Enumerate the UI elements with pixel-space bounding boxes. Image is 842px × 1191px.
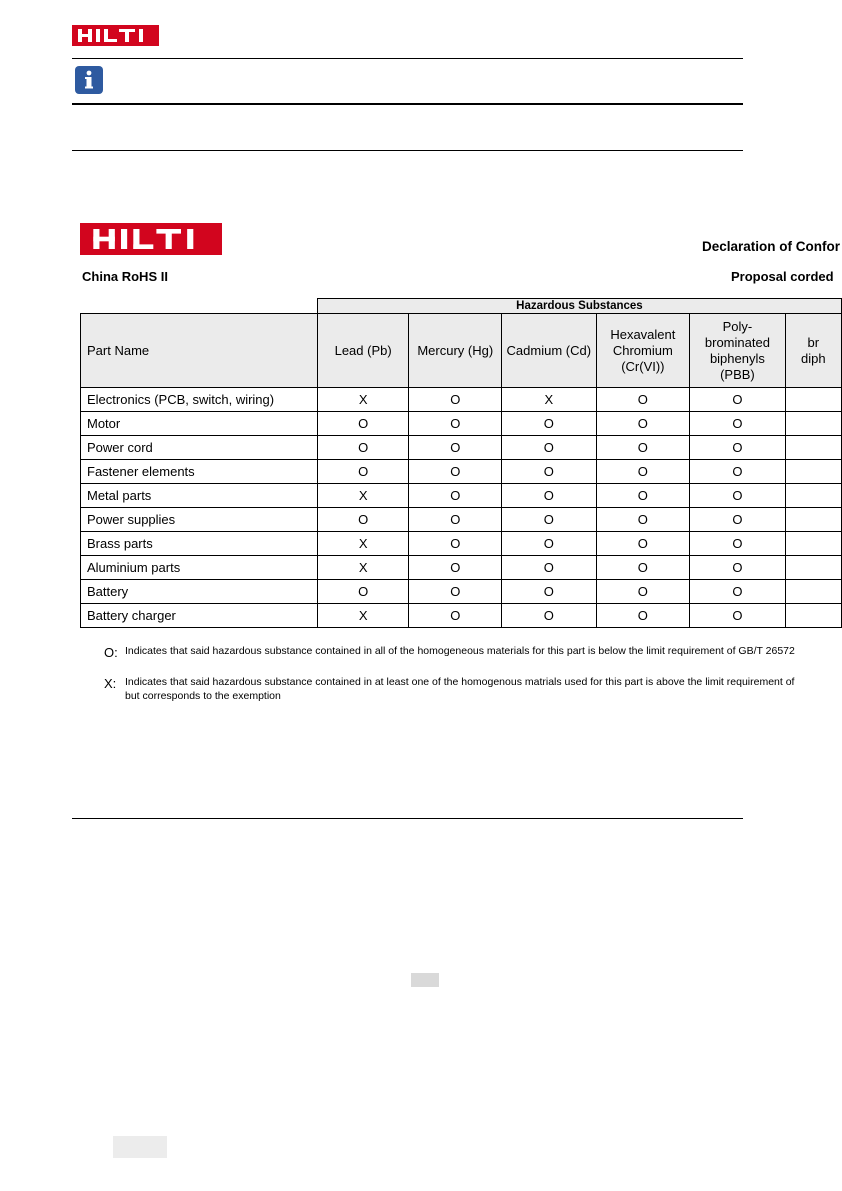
column-header-line: Chromium bbox=[612, 342, 673, 358]
part-name-cell: Aluminium parts bbox=[81, 556, 318, 580]
proposal-label: Proposal corded bbox=[731, 269, 834, 284]
hilti-logo-small bbox=[72, 25, 159, 46]
rohs-title: China RoHS II bbox=[82, 269, 168, 284]
substance-cell: X bbox=[317, 484, 409, 508]
substance-cell-cutoff bbox=[785, 604, 841, 628]
substance-cell: O bbox=[690, 556, 785, 580]
declaration-title: Declaration of Confor bbox=[702, 239, 841, 254]
substance-cell: O bbox=[502, 460, 596, 484]
substance-cell: O bbox=[690, 460, 785, 484]
column-header-line: brominated bbox=[704, 334, 770, 350]
substance-cell: O bbox=[409, 484, 502, 508]
column-header bbox=[502, 314, 596, 388]
column-header bbox=[785, 314, 841, 388]
substance-cell-cutoff bbox=[785, 436, 841, 460]
substance-cell: X bbox=[317, 604, 409, 628]
info-icon bbox=[75, 66, 103, 94]
column-header-line: biphenyls bbox=[709, 350, 765, 366]
substance-cell: O bbox=[690, 484, 785, 508]
substance-cell: O bbox=[502, 532, 596, 556]
table-corner bbox=[81, 299, 318, 314]
column-header bbox=[409, 314, 502, 388]
placeholder-box-small bbox=[411, 973, 439, 987]
column-header-line: diph bbox=[801, 350, 826, 366]
substance-cell: O bbox=[409, 436, 502, 460]
table-row bbox=[81, 436, 842, 460]
legend-x-text-line2: but corresponds to the exemption bbox=[125, 690, 281, 702]
substance-cell: X bbox=[502, 388, 596, 412]
substance-cell: O bbox=[690, 436, 785, 460]
substance-cell: O bbox=[409, 532, 502, 556]
substance-cell: X bbox=[317, 388, 409, 412]
substance-cell: O bbox=[596, 532, 690, 556]
column-header-line: Lead (Pb) bbox=[334, 342, 392, 358]
info-bottom-rule bbox=[72, 103, 743, 105]
substance-cell: O bbox=[690, 580, 785, 604]
column-header bbox=[81, 314, 318, 388]
substance-cell: O bbox=[690, 508, 785, 532]
hazardous-substances-table-wrap bbox=[80, 298, 842, 628]
table-row bbox=[81, 508, 842, 532]
part-name-cell: Power supplies bbox=[81, 508, 318, 532]
substance-cell-cutoff bbox=[785, 484, 841, 508]
column-header-row bbox=[81, 314, 842, 388]
legend-o-key: O: bbox=[104, 645, 118, 660]
section-rule-2 bbox=[72, 818, 743, 819]
substance-cell: O bbox=[596, 484, 690, 508]
part-name-cell: Brass parts bbox=[81, 532, 318, 556]
column-header bbox=[690, 314, 785, 388]
substance-cell: O bbox=[596, 556, 690, 580]
hilti-logo-large bbox=[80, 223, 222, 255]
hilti-logo-mark bbox=[90, 229, 212, 249]
substance-cell: X bbox=[317, 532, 409, 556]
table-row bbox=[81, 532, 842, 556]
table-body bbox=[81, 388, 842, 628]
legend-x-text-line1: Indicates that said hazardous substance contained in at least one of the homogenous matrials used for this part is above the limit requirement of bbox=[125, 676, 795, 688]
part-name-cell: Motor bbox=[81, 412, 318, 436]
table-row bbox=[81, 484, 842, 508]
substance-cell: O bbox=[409, 604, 502, 628]
legend-x-key: X: bbox=[104, 676, 117, 691]
group-header: Hazardous Substances bbox=[317, 299, 841, 314]
substance-cell-cutoff bbox=[785, 460, 841, 484]
substance-cell: O bbox=[502, 508, 596, 532]
column-header-line: Mercury (Hg) bbox=[417, 342, 494, 358]
substance-cell: O bbox=[502, 580, 596, 604]
top-rule bbox=[72, 58, 743, 59]
substance-cell: O bbox=[317, 508, 409, 532]
substance-cell: O bbox=[596, 508, 690, 532]
substance-cell: O bbox=[409, 388, 502, 412]
substance-cell: O bbox=[409, 580, 502, 604]
substance-cell: O bbox=[690, 532, 785, 556]
substance-cell: O bbox=[317, 412, 409, 436]
substance-cell: O bbox=[596, 436, 690, 460]
table-row bbox=[81, 604, 842, 628]
placeholder-box-footer bbox=[113, 1136, 167, 1158]
substance-cell: O bbox=[317, 460, 409, 484]
column-header bbox=[596, 314, 690, 388]
substance-cell: O bbox=[690, 388, 785, 412]
part-name-cell: Battery charger bbox=[81, 604, 318, 628]
substance-cell: O bbox=[317, 436, 409, 460]
substance-cell: O bbox=[690, 604, 785, 628]
hilti-logo-mark bbox=[78, 29, 153, 42]
substance-cell-cutoff bbox=[785, 556, 841, 580]
substance-cell-cutoff bbox=[785, 508, 841, 532]
part-name-cell: Electronics (PCB, switch, wiring) bbox=[81, 388, 318, 412]
substance-cell: O bbox=[409, 460, 502, 484]
column-header-line: Hexavalent bbox=[610, 326, 676, 342]
table-row bbox=[81, 556, 842, 580]
substance-cell: O bbox=[596, 580, 690, 604]
column-header-line: (Cr(VI)) bbox=[621, 358, 665, 374]
substance-cell: O bbox=[409, 412, 502, 436]
column-header-line: br bbox=[807, 334, 820, 350]
substance-cell-cutoff bbox=[785, 412, 841, 436]
substance-cell-cutoff bbox=[785, 532, 841, 556]
substance-cell: O bbox=[502, 436, 596, 460]
substance-cell-cutoff bbox=[785, 388, 841, 412]
substance-cell-cutoff bbox=[785, 580, 841, 604]
substance-cell: O bbox=[409, 556, 502, 580]
part-name-cell: Metal parts bbox=[81, 484, 318, 508]
substance-cell: O bbox=[596, 388, 690, 412]
substance-cell: O bbox=[596, 460, 690, 484]
part-name-cell: Power cord bbox=[81, 436, 318, 460]
substance-cell: O bbox=[502, 484, 596, 508]
table-row bbox=[81, 412, 842, 436]
table-row bbox=[81, 580, 842, 604]
substance-cell: O bbox=[690, 412, 785, 436]
substance-cell: O bbox=[317, 580, 409, 604]
hazardous-substances-table bbox=[80, 298, 842, 628]
table-row bbox=[81, 460, 842, 484]
substance-cell: O bbox=[409, 508, 502, 532]
substance-cell: O bbox=[502, 412, 596, 436]
column-header bbox=[317, 314, 409, 388]
substance-cell: X bbox=[317, 556, 409, 580]
substance-cell: O bbox=[502, 556, 596, 580]
column-header-line: Part Name bbox=[87, 342, 150, 358]
substance-cell: O bbox=[502, 604, 596, 628]
part-name-cell: Fastener elements bbox=[81, 460, 318, 484]
column-header-line: (PBB) bbox=[720, 366, 755, 382]
substance-cell: O bbox=[596, 412, 690, 436]
table-row bbox=[81, 388, 842, 412]
substance-cell: O bbox=[596, 604, 690, 628]
section-rule-1 bbox=[72, 150, 743, 151]
part-name-cell: Battery bbox=[81, 580, 318, 604]
legend-o-text: Indicates that said hazardous substance contained in all of the homogeneous materials for this part is below the limit requirement of GB/T 26572 bbox=[125, 645, 795, 657]
column-header-line: Poly- bbox=[722, 318, 753, 334]
column-header-line: Cadmium (Cd) bbox=[506, 342, 592, 358]
